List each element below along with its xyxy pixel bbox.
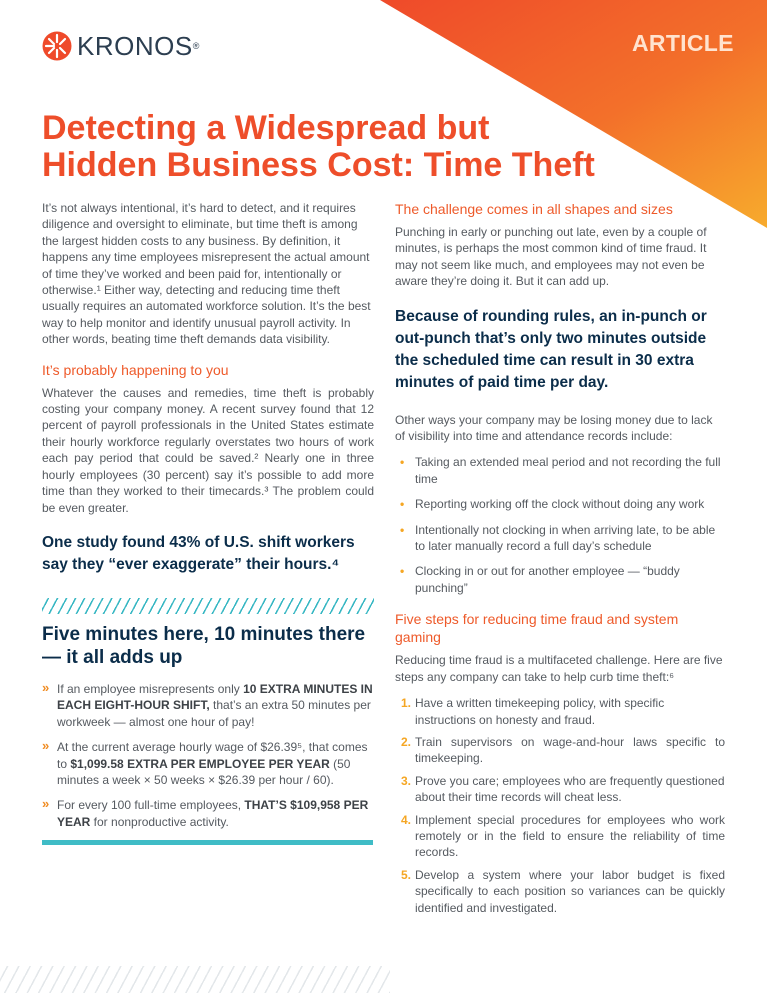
article-badge: ARTICLE [632, 30, 734, 56]
shift-workers-callout: One study found 43% of U.S. shift workers say they “ever exaggerate” their hours.⁴ [42, 533, 355, 573]
ways-intro: Other ways your company may be losing money due to lack of visibility into time and attendance records include: [395, 412, 713, 444]
right-column [395, 200, 725, 922]
list-item: 3. Prove you care; employees who are frequently questioned about their time records will cheat less. [401, 773, 725, 805]
chevron-right-icon: » [42, 796, 50, 812]
list-item: • Clocking in or out for another employee — “buddy punching” [400, 564, 680, 595]
list-item: • Reporting working off the clock without doing any work [400, 497, 705, 512]
footer-hatch-decoration [0, 966, 390, 993]
hatch-divider [42, 598, 374, 614]
section-heading-challenge: The challenge comes in all shapes and sizes [395, 201, 673, 217]
ways-list [395, 454, 725, 596]
rounding-callout: Because of rounding rules, an in-punch or out-punch that’s only two minutes outside the scheduled time can result in 30 extra minutes of paid time per day. [395, 307, 707, 391]
list-item: 5. Develop a system where your labor budget is fixed specifically to each position so variances can be quickly identified and investigated. [401, 867, 725, 915]
list-item: » If an employee misrepresents only 10 EXTRA MINUTES IN EACH EIGHT-HOUR SHIFT, that’s an extra 50 minutes per workweek — almost one hour of pay! [42, 679, 373, 729]
teal-rule [42, 840, 373, 845]
title-line-1: Detecting a Widespread but [42, 109, 490, 147]
section-heading-five-steps: Five steps for reducing time fraud and system gaming [395, 611, 679, 646]
kronos-logo [42, 31, 200, 61]
chevron-right-icon: » [42, 738, 50, 754]
list-item: • Intentionally not clocking in when arriving late, to be able to later manually record a full day’s schedule [400, 522, 716, 554]
steps-list [395, 695, 725, 916]
list-item: 4. Implement special procedures for employees who work remotely or in the field to ensure the reliability of time records. [401, 812, 725, 860]
logo-wordmark: KRONOS® [77, 31, 200, 61]
title-line-2: Hidden Business Cost: Time Theft [42, 146, 595, 184]
bullet-dot-icon: • [400, 564, 405, 579]
intro-paragraph: It’s not always intentional, it’s hard to detect, and it requires diligence and oversight to eliminate, but time theft is among the largest hidden costs to any business. By definition, it happens any time employees misrepresent the actual amount of time they’ve worked and been paid for, intentionally or otherwise.¹ Either way, detecting and reducing time theft usually requires an automated workforce solution. It’s the best way to help monitor and identify unusual payroll activity. In other words, beating time theft demands data visibility. [42, 201, 371, 347]
chevron-right-icon: » [42, 679, 50, 695]
bullet-dot-icon: • [400, 522, 405, 537]
list-item: 1. Have a written timekeeping policy, with specific instructions on honesty and fraud. [401, 696, 665, 727]
list-item: » At the current average hourly wage of $26.39⁵, that comes to $1,099.58 EXTRA PER EMPLOYEE PER YEAR (50 minutes a week × 50 weeks × $26.39 per hour / 60). [42, 738, 368, 787]
list-item: 2. Train supervisors on wage-and-hour laws specific to timekeeping. [401, 734, 725, 766]
page-title [42, 110, 682, 184]
cost-bullet-list [42, 681, 374, 830]
kronos-logo-icon [42, 31, 72, 61]
steps-intro: Reducing time fraud is a multifaceted challenge. Here are five steps any company can take to help curb time theft:⁶ [395, 653, 723, 684]
box-heading: Five minutes here, 10 minutes there — it all adds up [42, 623, 366, 668]
bullet-dot-icon: • [400, 497, 405, 512]
list-item: • Taking an extended meal period and not recording the full time [400, 455, 721, 486]
left-column [42, 200, 374, 845]
section-heading-happening: It’s probably happening to you [42, 361, 229, 378]
happening-paragraph: Whatever the causes and remedies, time theft is probably costing your company money. A recent survey found that 12 percent of payroll professionals in the United States estimate their hourly workforce regularly overstates two hours of work each pay period that could be saved.² Nearly one in three hourly employees (30 percent) say it’s possible to add more time than they worked to their timecards.³ The problem could be even greater. [42, 385, 374, 515]
challenge-paragraph: Punching in early or punching out late, even by a couple of minutes, is perhaps the most common kind of time fraud. It may not seem like much, and employees may not even be aware they’re doing it. But it can add up. [395, 225, 707, 289]
list-item: » For every 100 full-time employees, THAT’S $109,958 PER YEAR for nonproductive activity. [42, 796, 369, 829]
bullet-dot-icon: • [400, 455, 405, 470]
